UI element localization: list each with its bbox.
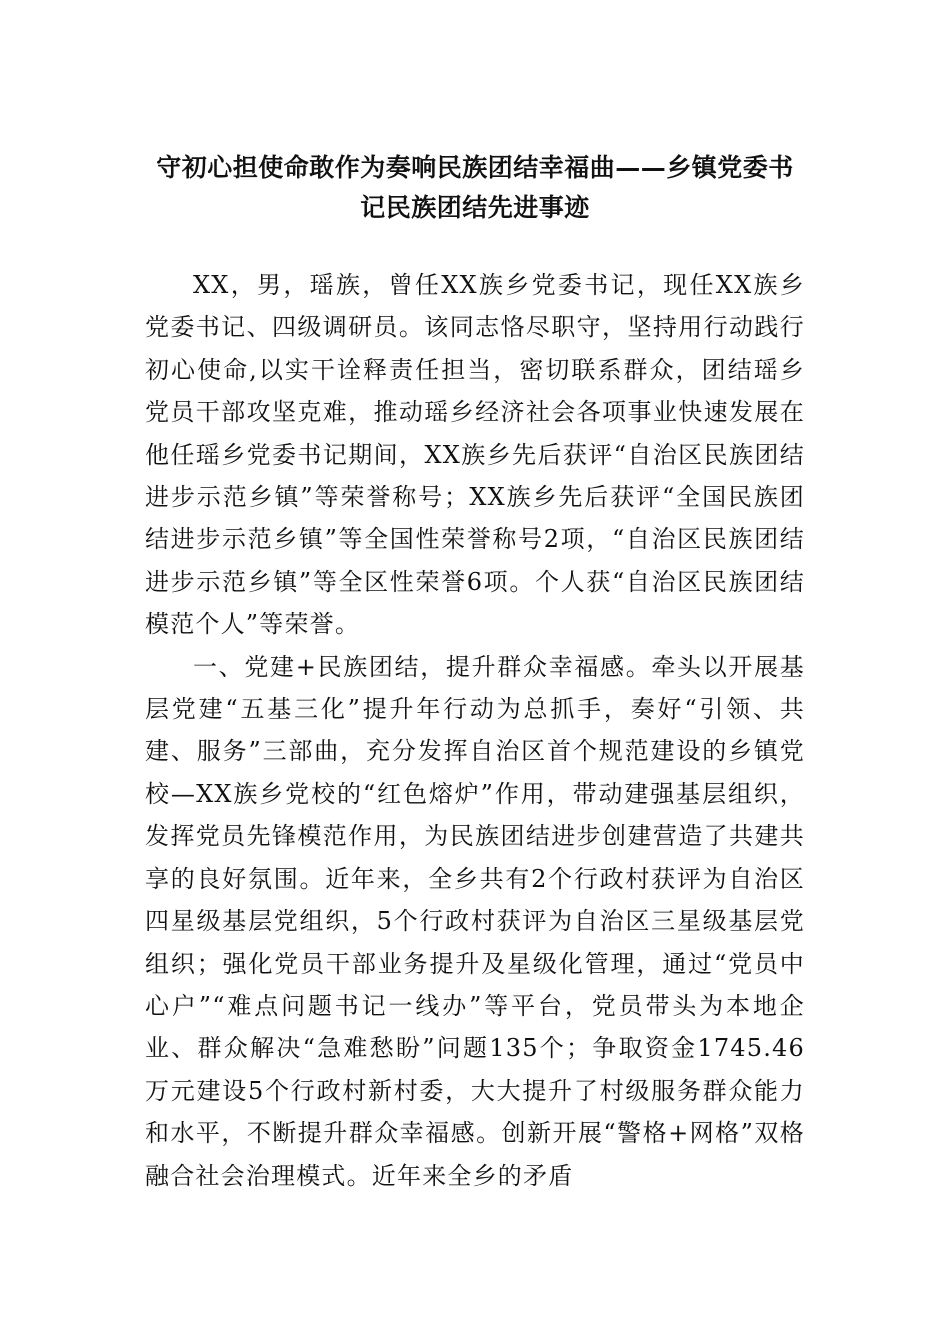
document-title: 守初心担使命敢作为奏响民族团结幸福曲——乡镇党委书记民族团结先进事迹 [156,153,794,222]
paragraph-intro: XX，男，瑶族，曾任XX族乡党委书记，现任XX族乡党委书记、四级调研员。该同志恪尽职守，坚持用行动践行初心使命,以实干诠释责任担当，密切联系群众，团结瑶乡党员干部攻坚克难，推动瑶乡经济社会各项事业快速发展在他任瑶乡党委书记期间，XX族乡先后获评“自治区民族团结进步示范乡镇”等荣誉称号；XX族乡先后获评“全国民族团结进步示范乡镇”等全国性荣誉称号2项，“自治区民族团结进步示范乡镇”等全区性荣誉6项。个人获“自治区民族团结模范个人”等荣誉。 [145,271,805,639]
paragraph-section-1: 一、党建+民族团结，提升群众幸福感。牵头以开展基层党建“五基三化”提升年行动为总抓手，奏好“引领、共建、服务”三部曲，充分发挥自治区首个规范建设的乡镇党校—XX族乡党校的“红色熔炉”作用，带动建强基层组织，发挥党员先锋模范作用，为民族团结进步创建营造了共建共享的良好氛围。近年来，全乡共有2个行政村获评为自治区四星级基层党组织，5个行政村获评为自治区三星级基层党组织；强化党员干部业务提升及星级化管理，通过“党员中心户”“难点问题书记一线办”等平台，党员带头为本地企业、群众解决“急难愁盼”问题135个；争取资金1745.46万元建设5个行政村新村委，大大提升了村级服务群众能力和水平，不断提升群众幸福感。创新开展“警格+网格”双格融合社会治理模式。近年来全乡的矛盾 [145,652,805,1190]
document-body [145,264,805,1197]
